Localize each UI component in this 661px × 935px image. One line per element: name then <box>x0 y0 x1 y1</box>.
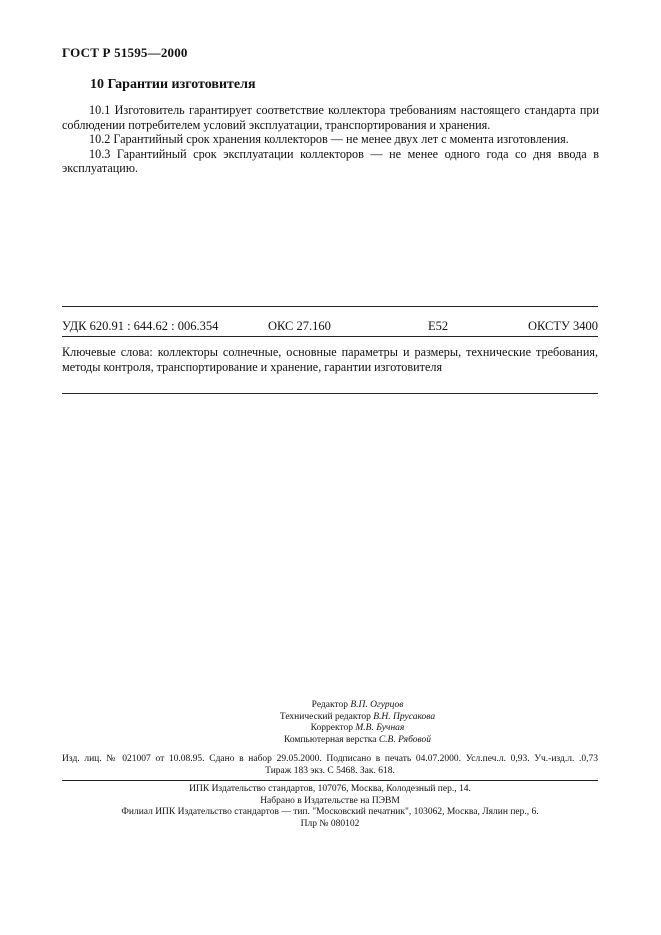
group-code: Е52 <box>428 319 449 333</box>
bottom-divider <box>62 393 598 394</box>
publication-divider <box>62 780 598 781</box>
paragraph-10-3: 10.3 Гарантийный срок эксплуатации коллекторов — не менее одного года со дня ввода в эксплуатацию. <box>62 146 599 175</box>
udk-code: УДК 620.91 : 644.62 : 006.354 <box>62 319 219 333</box>
oks-code: ОКС 27.160 <box>268 319 331 333</box>
publication-info <box>62 754 598 777</box>
publication-line-2: Тираж 183 экз. С 5468. Зак. 618. <box>265 765 395 776</box>
paragraph-10-1: 10.1 Изготовитель гарантирует соответствие коллектора требованиям настоящего стандарта при соблюдении потребителем условий эксплуатации, транспортирования и хранения. <box>62 103 599 132</box>
credit-name: С.В. Рябовой <box>378 734 431 745</box>
credit-role: Редактор <box>311 700 348 710</box>
printer-line-4: Плр № 080102 <box>300 818 360 829</box>
credit-layout <box>54 735 661 747</box>
printer-line-1: ИПК Издательство стандартов, 107076, Москва, Колодезный пер., 14. <box>189 784 471 794</box>
printer-info <box>62 784 598 830</box>
credit-role: Корректор <box>310 723 353 733</box>
credit-editor <box>54 700 661 712</box>
credit-role: Компьютерная верстка <box>284 734 377 745</box>
credit-role: Технический редактор <box>279 711 371 722</box>
printer-line-3: Филиал ИПК Издательство стандартов — тип. "Московский печатник", 103062, Москва, Лялин пер., 6. <box>121 807 539 817</box>
credits-block <box>0 700 661 746</box>
credit-name: В.Н. Прусакова <box>373 711 436 722</box>
paragraph-10-2: 10.2 Гарантийный срок хранения коллекторов — не менее двух лет с момента изготовления. <box>89 132 569 146</box>
printer-line-2: Набрано в Издательстве на ПЭВМ <box>260 795 400 806</box>
okstu-code: ОКСТУ 3400 <box>527 319 598 333</box>
keywords: Ключевые слова: коллекторы солнечные, основные параметры и размеры, технические требования, методы контроля, транспортирование и хранение, гарантии изготовителя <box>62 345 598 374</box>
section-body <box>62 103 599 176</box>
top-divider <box>62 306 598 307</box>
credit-name: В.П. Огурцов <box>350 700 404 710</box>
classification-divider <box>62 336 598 337</box>
credit-corrector <box>54 723 661 735</box>
publication-line-1: Изд. лиц. № 021007 от 10.08.95. Сдано в набор 29.05.2000. Подписано в печать 04.07.2000. Усл.печ.л. 0,93. Уч.-изд.л. .0,73 <box>62 754 598 764</box>
document-code: ГОСТ Р 51595—2000 <box>62 45 188 60</box>
section-title: 10 Гарантии изготовителя <box>90 77 256 92</box>
credit-name: М.В. Бучная <box>355 723 405 733</box>
credit-tech-editor <box>54 712 661 724</box>
